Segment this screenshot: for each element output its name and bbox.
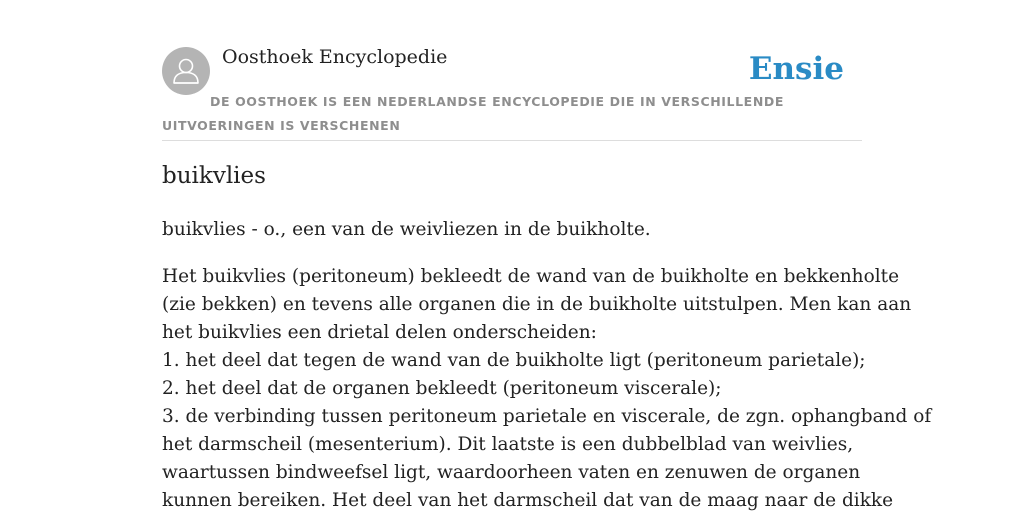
source-title[interactable]: Oosthoek Encyclopedie <box>222 46 448 68</box>
entry-body <box>162 263 932 512</box>
body-line: (zie bekken) en tevens alle organen die in de buikholte uitstulpen. Men kan aan <box>162 294 912 315</box>
body-line: 3. de verbinding tussen peritoneum parietale en viscerale, de zgn. ophangband of <box>162 406 932 427</box>
entry-definition: buikvlies - o., een van de weivliezen in de buikholte. <box>162 219 651 240</box>
article-page <box>162 0 932 512</box>
body-line: Het buikvlies (peritoneum) bekleedt de wand van de buikholte en bekkenholte <box>162 266 900 287</box>
source-header <box>162 0 862 141</box>
user-silhouette-icon <box>162 47 210 95</box>
body-line: het darmscheil (mesenterium). Dit laatste is een dubbelblad van weivlies, <box>162 434 854 455</box>
avatar[interactable] <box>162 47 210 95</box>
body-line: waartussen bindweefsel ligt, waardoorheen vaten en zenuwen de organen <box>162 462 861 483</box>
body-line: kunnen bereiken. Het deel van het darmscheil dat van de maag naar de dikke <box>162 490 894 511</box>
body-line: 2. het deel dat de organen bekleedt (peritoneum viscerale); <box>162 378 722 399</box>
source-description: DE OOSTHOEK IS EEN NEDERLANDSE ENCYCLOPEDIE DIE IN VERSCHILLENDE UITVOERINGEN IS VERSCHENEN <box>162 94 784 133</box>
body-line: het buikvlies een drietal delen onderscheiden: <box>162 322 597 343</box>
body-line: 1. het deel dat tegen de wand van de buikholte ligt (peritoneum parietale); <box>162 350 866 371</box>
entry-title: buikvlies <box>162 163 266 189</box>
ensie-logo[interactable]: Ensie <box>748 51 844 87</box>
